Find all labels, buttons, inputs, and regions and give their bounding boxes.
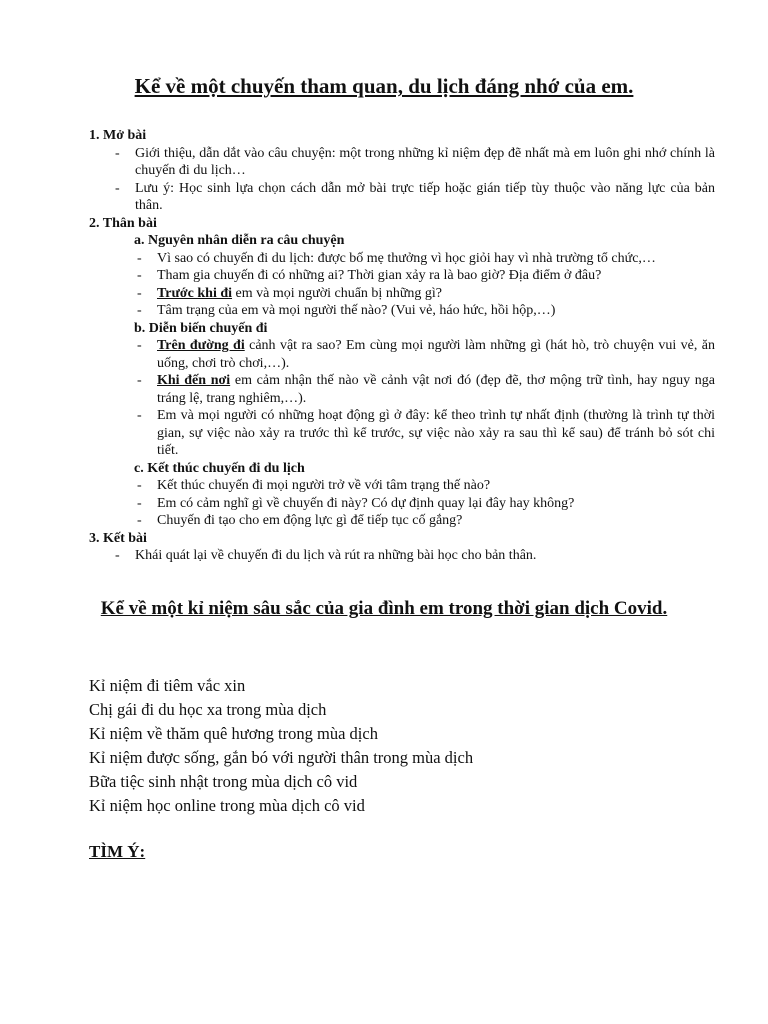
list-item [89, 285, 715, 303]
list-item: - Tham gia chuyến đi có những ai? Thời gian xảy ra là bao giờ? Địa điểm ở đâu? [89, 267, 715, 285]
idea-item: Kỉ niệm học online trong mùa dịch cô vid [89, 796, 365, 815]
cause-list [89, 250, 715, 320]
item-text: cảnh vật ra sao? Em cùng mọi người làm những gì (hát hò, trò chuyện vui vẻ, ăn uống, chơi trò chơi,…). [157, 338, 715, 371]
idea-item: Chị gái đi du học xa trong mùa dịch [89, 700, 327, 719]
subheading-ending: c. Kết thúc chuyến đi du lịch [134, 460, 305, 476]
progress-list [89, 337, 715, 460]
subheading-progress: b. Diễn biến chuyến đi [134, 320, 268, 336]
emphasis-text: Trên đường đi [157, 338, 245, 353]
idea-item: Bữa tiệc sinh nhật trong mùa dịch cô vid [89, 772, 358, 791]
section-heading-intro: 1. Mở bài [89, 128, 147, 143]
item-text: em cảm nhận thế nào về cảnh vật nơi đó (đẹp đẽ, thơ mộng trữ tình, hay nguy nga tráng lệ, trang nghiêm,…). [157, 373, 715, 406]
subheading-cause: a. Nguyên nhân diễn ra câu chuyện [134, 233, 345, 248]
list-item [89, 337, 715, 372]
idea-item: Kỉ niệm đi tiêm vắc xin [89, 676, 246, 695]
list-item: - Lưu ý: Học sinh lựa chọn cách dẫn mở bài trực tiếp hoặc gián tiếp tùy thuộc vào năng lực của bản thân. [89, 180, 715, 215]
conclusion-list [89, 547, 715, 565]
section-heading-conclusion: 3. Kết bài [89, 530, 147, 546]
list-item: - Vì sao có chuyến đi du lịch: được bố mẹ thưởng vì học giỏi hay vì nhà trường tổ chức,… [89, 250, 715, 268]
list-item: - Chuyến đi tạo cho em động lực gì để tiếp tục cố gắng? [89, 512, 715, 530]
list-item [89, 372, 715, 407]
idea-item: Kỉ niệm về thăm quê hương trong mùa dịch [89, 724, 378, 743]
list-item: - Em có cảm nghĩ gì về chuyến đi này? Có dự định quay lại đây hay không? [89, 495, 715, 513]
list-item: - Em và mọi người có những hoạt động gì ở đây: kể theo trình tự nhất định (thường là trình tự thời gian, sự việc nào xảy ra trước thì kể trước, sự việc nào xảy ra sau thì kể sau) để tránh bỏ sót chi tiết. [89, 407, 715, 460]
intro-list [89, 145, 715, 215]
item-text: em và mọi người chuẩn bị những gì? [232, 285, 443, 301]
idea-item: Kỉ niệm được sống, gắn bó với người thân trong mùa dịch [89, 748, 474, 767]
list-item: - Khái quát lại về chuyến đi du lịch và rút ra những bài học cho bản thân. [89, 547, 715, 565]
section-heading-body: 2. Thân bài [89, 215, 157, 231]
essay-title-1: Kể về một chuyến tham quan, du lịch đáng nhớ của em. [134, 74, 634, 98]
emphasis-text: Khi đến nơi [157, 373, 231, 388]
essay-title-2: Kể về một kỉ niệm sâu sắc của gia đình em trong thời gian dịch Covid. [100, 598, 668, 619]
essay-outline [89, 127, 715, 565]
idea-list [89, 674, 473, 818]
list-item: - Tâm trạng của em và mọi người thế nào? (Vui vẻ, háo hức, hồi hộp,…) [89, 302, 715, 320]
emphasis-text: Trước khi đi [157, 285, 233, 301]
list-item: - Kết thúc chuyến đi mọi người trở về với tâm trạng thế nào? [89, 477, 715, 495]
ending-list [89, 477, 715, 530]
list-item: - Giới thiệu, dẫn dắt vào câu chuyện: một trong những kỉ niệm đẹp đẽ nhất mà em luôn ghi nhớ chính là chuyến đi du lịch… [89, 145, 715, 180]
find-ideas-heading: TÌM Ý: [89, 842, 146, 861]
